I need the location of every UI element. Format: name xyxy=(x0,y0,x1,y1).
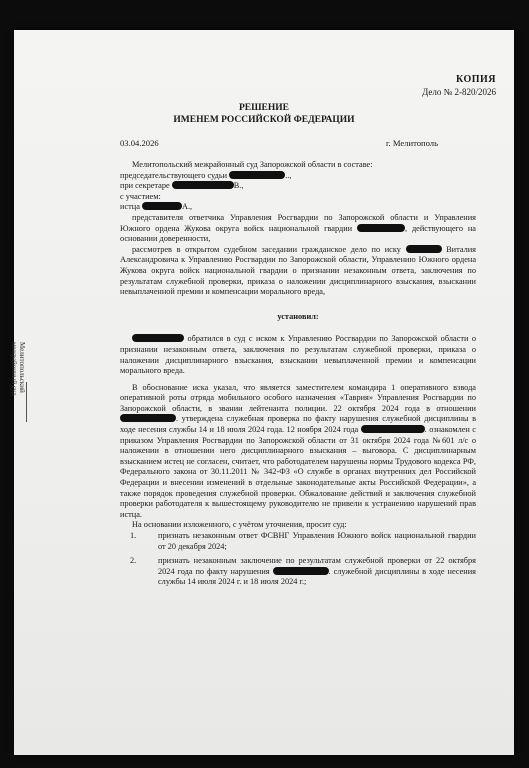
request-item-1 xyxy=(120,531,476,552)
document-subtitle: ИМЕНЕМ РОССИЙСКОЙ ФЕДЕРАЦИИ xyxy=(173,115,355,125)
redaction-block xyxy=(273,567,329,575)
redaction-block xyxy=(229,171,285,179)
basis-paragraph: На основании изложенного, с учётом уточнения, просит суд: xyxy=(132,520,347,530)
request-item-number: 1. xyxy=(130,531,137,540)
plaintiff-label: истца xyxy=(120,202,140,212)
plaintiff-line xyxy=(120,202,476,213)
representative-paragraph xyxy=(120,213,476,245)
decision-date: 03.04.2026 xyxy=(120,138,159,148)
document-heading xyxy=(14,102,514,126)
copy-stamp xyxy=(422,74,496,98)
secretary-tail: В., xyxy=(233,181,244,191)
representative-text: представителя ответчика Управления Росгвардии по Запорожской области и Управления Южного ордена Жукова округа войск национальной гвардии xyxy=(120,212,476,233)
court-composition: Мелитопольский межрайонный суд Запорожской области в составе: xyxy=(132,160,373,169)
case-number: Дело № 2-820/2026 xyxy=(422,87,496,97)
decision-city: г. Мелитополь xyxy=(385,138,438,148)
redaction-block xyxy=(361,425,425,433)
plaintiff-tail: А., xyxy=(181,202,193,212)
margin-note-line1: Мелитопольский xyxy=(18,342,26,393)
redaction-block xyxy=(406,245,442,253)
claim-text: обратился в суд с иском к Управлению Росгвардии по Запорожской области о признании незаконным ответа, заключения по результатам служебной проверки, приказа о наложении дисциплинарного взыскания, взыскании невыплаченной премии и компенсации морального вреда. xyxy=(120,334,477,376)
considered-tail: Виталия Александровича к Управлению Росгвардии по Запорожской области, Управлению Южного ордена Жукова округа войск национальной гвардии о признании незаконным ответа, заключения по результатам служебной проверки, приказа о наложении дисциплинарного взыскания, взыскании невыплаченной премии и компенсации морального вреда, xyxy=(120,244,476,297)
request-item-text: признать незаконным ответ ФСВНГ Управления Южного войск национальной гвардии от 20 декабря 2024; xyxy=(158,531,476,551)
document-title: РЕШЕНИЕ xyxy=(238,103,290,113)
grounds-text-b: . утверждена служебная проверка по факту нарушения служебной дисциплины в ходе несения службы 14 и 18 июля 2024 года. 12 ноября 2024 года xyxy=(120,414,476,435)
request-item-text xyxy=(158,556,476,588)
secretary-label: при секретаре xyxy=(120,181,170,191)
claim-paragraph xyxy=(120,334,476,376)
margin-divider xyxy=(26,382,27,422)
document-body xyxy=(120,160,476,588)
considered-text: рассмотрев в открытом судебном заседании гражданское дело по иску xyxy=(132,244,401,254)
margin-note-line2: межрайонный суд xyxy=(10,342,18,396)
copy-label: КОПИЯ xyxy=(455,74,496,85)
presiding-tail: .., xyxy=(285,170,292,180)
grounds-text-a: В обоснование иска указал, что является заместителем командира 1 оперативного взвода оперативной роты отряда мобильного особого назначения «Таврия» Управления Росгвардии по Запорожской области, в звании лейтенанта полиции. 22 октября 2024 года в отношении xyxy=(120,382,476,413)
secretary-line xyxy=(120,181,476,192)
participation-label: с участием: xyxy=(120,191,161,201)
redaction-block xyxy=(132,334,184,342)
presiding-label: председательствующего судьи xyxy=(120,170,228,180)
redaction-block xyxy=(142,202,182,210)
redaction-block xyxy=(120,414,176,422)
redaction-block xyxy=(172,181,234,189)
grounds-text-c: . ознакомлен с приказом Управления Росгвардии по Запорожской области от 31 октября 2024 года №601 л/с о наложении в отношении него дисциплинарного взыскания – выговора. С дисциплинарным взысканием истец не согласен, считает, что работодателем нарушены нормы Трудового кодекса РФ, Федерального закона от 30.11.2011 № 342-ФЗ «О службе в органах внутренних дел Российской Федерации и внесении изменений в отдельные законодательные акты Российской Федерации», а также порядок проведения служебной проверки. Обжалование действий и заключения служебной проверки работодателя к вышестоящему руководителю не привели к устранению нарушений прав истца. xyxy=(120,425,476,519)
request-item-2 xyxy=(120,556,476,588)
request-item-text-a: признать незаконным заключение по результатам служебной проверки от 22 октября 2024 года по факту нарушения xyxy=(158,556,476,576)
considered-paragraph xyxy=(120,245,476,298)
presiding-judge xyxy=(120,171,476,182)
document-page xyxy=(10,30,514,755)
representative-tail: , действующего на основании доверенности, xyxy=(120,223,476,244)
date-place-row xyxy=(120,138,438,148)
request-item-text-b: . служебной дисциплины в ходе несения службы 14 июля 2024 г. и 18 июля 2024 г.; xyxy=(158,566,476,587)
established-heading: установил: xyxy=(277,311,319,321)
redaction-block xyxy=(357,224,405,232)
grounds-paragraph xyxy=(120,383,476,521)
request-item-number: 2. xyxy=(130,556,137,566)
margin-stamp-note xyxy=(10,342,26,396)
